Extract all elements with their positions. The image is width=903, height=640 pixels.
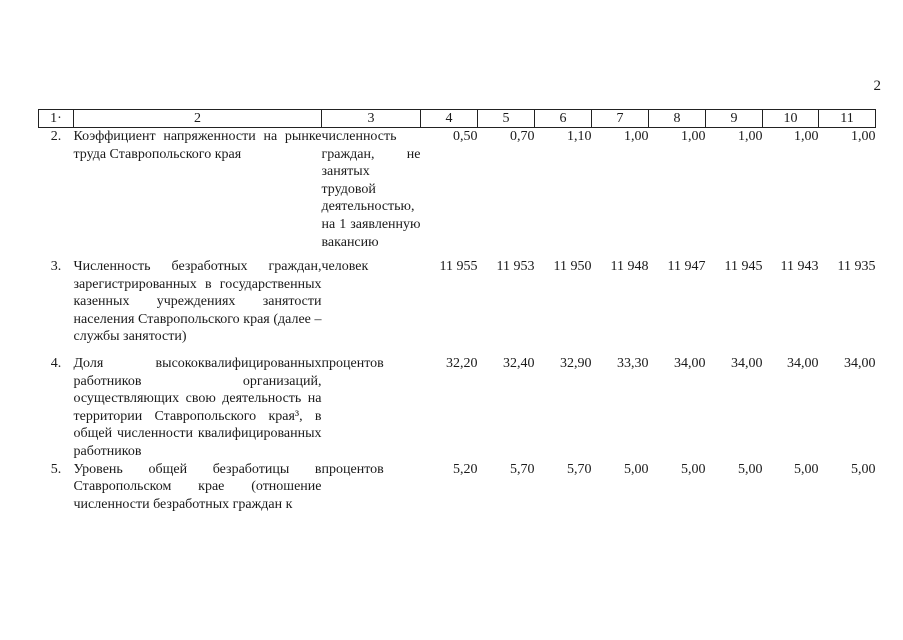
unit-of-measure: человек	[321, 259, 369, 274]
value-cell: 11 948	[610, 259, 649, 274]
value-cell: 5,70	[510, 461, 535, 477]
column-number-6: 6	[535, 110, 592, 128]
row-number: 2.	[50, 129, 62, 144]
indicator-name: Уровень общей безработицы в Ставропольском крае (отношение численности безработных граждан к	[73, 461, 322, 512]
value-cell: 5,20	[453, 461, 478, 477]
column-number-11: 11	[819, 110, 876, 128]
value-cell: 34,00	[731, 356, 763, 371]
column-number-3: 3	[322, 110, 421, 128]
column-number-header-row	[39, 110, 876, 128]
value-cell: 11 935	[837, 259, 876, 274]
indicator-name: Численность безработных граждан, зарегистрированных в государственных казенных учреждениях занятости населения Ставропольского края (далее – службы занятости)	[73, 259, 322, 345]
row-number: 5.	[50, 461, 62, 477]
page-number: 2	[873, 78, 881, 94]
indicators-table	[38, 109, 876, 521]
value-cell: 33,30	[617, 356, 649, 371]
value-cell: 1,00	[851, 129, 876, 144]
value-cell: 11 953	[496, 259, 535, 274]
column-number-5: 5	[478, 110, 535, 128]
column-number-4: 4	[421, 110, 478, 128]
value-cell: 11 955	[439, 259, 478, 274]
value-cell: 1,00	[624, 129, 649, 144]
value-cell: 1,00	[738, 129, 763, 144]
column-number-9: 9	[706, 110, 763, 128]
value-cell: 11 943	[780, 259, 819, 274]
value-cell: 32,20	[446, 356, 478, 371]
indicator-name: Доля высококвалифицированных работников организаций, осуществляющих свою деятельность на территории Ставропольского края³, в общей численности квалифицированных работников	[73, 356, 322, 459]
value-cell: 1,00	[794, 129, 819, 144]
value-cell: 34,00	[844, 356, 876, 371]
value-cell: 5,00	[738, 461, 763, 477]
row-number: 3.	[50, 259, 62, 274]
value-cell: 5,00	[624, 461, 649, 477]
value-cell: 34,00	[674, 356, 706, 371]
value-cell: 5,00	[794, 461, 819, 477]
value-cell: 0,50	[453, 129, 478, 144]
table-row	[39, 461, 876, 521]
column-number-7: 7	[592, 110, 649, 128]
unit-of-measure: процентов	[321, 461, 384, 477]
value-cell: 0,70	[510, 129, 535, 144]
column-number-1: 1·	[39, 110, 74, 128]
value-cell: 1,00	[681, 129, 706, 144]
table-row	[39, 128, 876, 259]
value-cell: 5,00	[681, 461, 706, 477]
table-row	[39, 258, 876, 355]
value-cell: 34,00	[787, 356, 819, 371]
value-cell: 5,00	[851, 461, 876, 477]
indicator-name: Коэффициент напряженности на рынке труда Ставропольского края	[73, 129, 322, 162]
column-number-8: 8	[649, 110, 706, 128]
value-cell: 32,90	[560, 356, 592, 371]
unit-of-measure: процентов	[321, 356, 384, 371]
value-cell: 11 950	[553, 259, 592, 274]
value-cell: 5,70	[567, 461, 592, 477]
column-number-10: 10	[763, 110, 819, 128]
unit-of-measure: численность граждан, не занятых трудовой деятельностью, на 1 заявленную вакансию	[321, 129, 421, 250]
value-cell: 1,10	[567, 129, 592, 144]
value-cell: 11 945	[724, 259, 763, 274]
column-number-2: 2	[74, 110, 322, 128]
value-cell: 11 947	[667, 259, 706, 274]
value-cell: 32,40	[503, 356, 535, 371]
table-row	[39, 355, 876, 461]
row-number: 4.	[50, 356, 62, 371]
